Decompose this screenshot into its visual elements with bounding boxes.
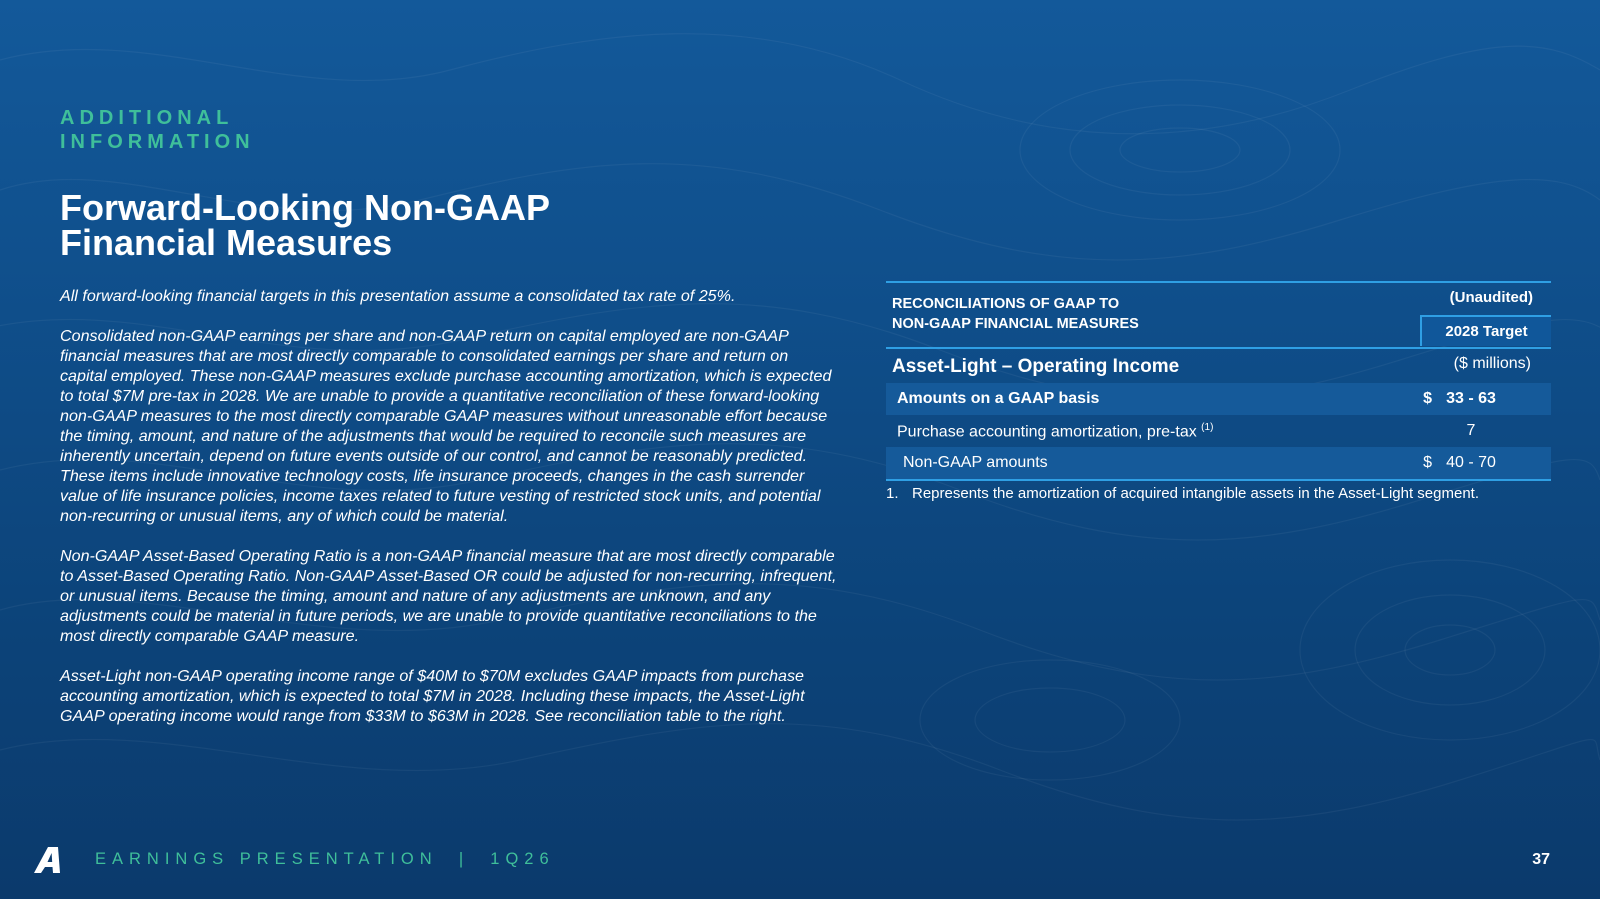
section-label-line-1: ADDITIONAL [60, 107, 234, 129]
row-label-text: Purchase accounting amortization, pre-tax [897, 423, 1197, 441]
eps-roce-paragraph: Consolidated non-GAAP earnings per share and non-GAAP return on capital employed are non-GAAP financial measures that are most directly comparable to consolidated earnings per share and return on capital employed. These non-GAAP measures exclude purchase accounting amortization, which is expected to total $7M pre-tax in 2028. We are unable to provide a quantitative reconciliation of these forward-looking non-GAAP measures to the most directly comparable GAAP measures without unreasonable effort because the timing, amount, and nature of the adjustments that would be required to reconcile such measures are inherently uncertain, depend on future events outside of our control, and cannot be reasonably predicted. These items include innovative technology costs, life insurance proceeds, changes in the cash surrender value of life insurance policies, income taxes related to future vesting of restricted stock units, and potential non-recurring or unusual items, any of which could be material. [60, 327, 832, 525]
row-value: 33 - 63 [1446, 390, 1496, 407]
row-dollar-sign: $ [1423, 454, 1432, 471]
row-label-text: Non-GAAP amounts [903, 454, 1048, 471]
table-header [886, 281, 1551, 349]
target-column-header: 2028 Target [1420, 315, 1551, 346]
row-value: 7 [1466, 422, 1476, 439]
unaudited-label: (Unaudited) [1449, 289, 1533, 306]
table-header-title-line-2: NON-GAAP FINANCIAL MEASURES [892, 316, 1139, 332]
section-label [60, 106, 255, 154]
footnote-reference: (1) [1201, 422, 1214, 433]
footnote-text: Represents the amortization of acquired intangible assets in the Asset-Light segment. [912, 485, 1479, 502]
footer-presentation-label: EARNINGS PRESENTATION | 1Q26 [95, 850, 555, 868]
section-label-line-2: INFORMATION [60, 131, 255, 153]
segment-label: Asset-Light – Operating Income [892, 356, 1180, 377]
table-row [886, 383, 1551, 415]
footnote [886, 485, 1479, 502]
page-title-line-1: Forward-Looking Non-GAAP [60, 187, 550, 228]
disclosure-text [60, 286, 838, 746]
table-row [886, 415, 1551, 447]
page-number: 37 [1532, 851, 1550, 868]
units-label: ($ millions) [1453, 355, 1531, 372]
asset-light-paragraph: Asset-Light non-GAAP operating income range of $40M to $70M excludes GAAP impacts from purchase accounting amortization, which is expected to total $7M in 2028. Including these impacts, the Asset-Light GAAP operating income would range from $33M to $63M in 2028. See reconciliation table to the right. [60, 667, 805, 725]
reconciliation-table [886, 281, 1551, 481]
row-dollar-sign: $ [1423, 390, 1432, 407]
table-header-title-line-1: RECONCILIATIONS OF GAAP TO [892, 296, 1120, 312]
operating-ratio-paragraph: Non-GAAP Asset-Based Operating Ratio is a non-GAAP financial measure that are most directly comparable to Asset-Based Operating Ratio. Non-GAAP Asset-Based OR could be adjusted for non-recurring, infrequent, or unusual items. Because the timing, amount and nature of any adjustments are unknown, and any adjustments could be material in future periods, we are unable to provide quantitative reconciliations to the most directly comparable GAAP measure. [60, 547, 837, 645]
tax-rate-paragraph: All forward-looking financial targets in this presentation assume a consolidated tax rate of 25%. [60, 287, 736, 305]
table-row [886, 447, 1551, 481]
row-label [897, 390, 1099, 408]
segment-row [886, 349, 1551, 383]
row-label-text: Amounts on a GAAP basis [897, 390, 1100, 407]
page-title-line-2: Financial Measures [60, 222, 393, 263]
table-header-title [892, 294, 1139, 334]
company-logo-icon [34, 847, 66, 873]
footnote-number: 1. [886, 485, 899, 502]
row-label [897, 422, 1213, 441]
page-title [60, 187, 550, 263]
row-value: 40 - 70 [1446, 454, 1496, 471]
row-label [903, 454, 1048, 472]
